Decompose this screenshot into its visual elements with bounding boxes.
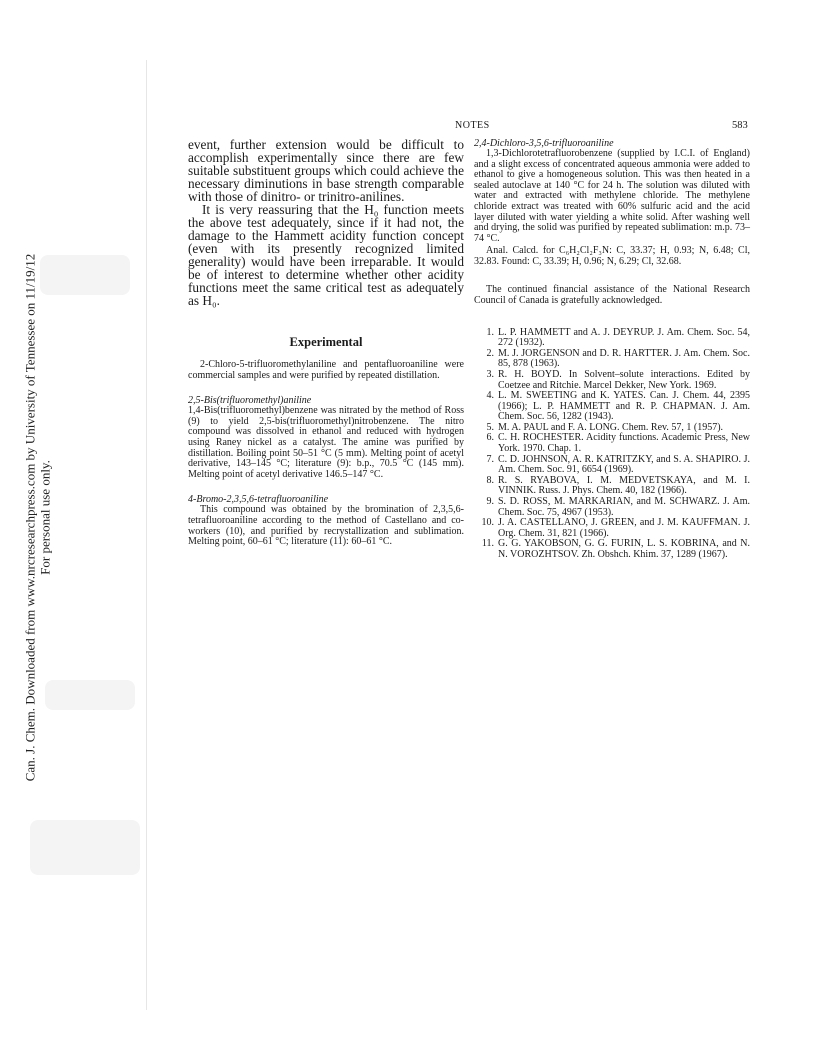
acknowledgement-text: The continued financial assistance of the National Research Council of Canada is gratefully acknowledged. — [474, 283, 750, 306]
reference-number: 9. — [486, 496, 494, 508]
subsection-heading: 4-Bromo-2,3,5,6-tetrafluoroaniline — [188, 494, 329, 506]
reference-text: R. S. RYABOVA, I. M. MEDVETSKAYA, and M. I. VINNIK. Russ. J. Phys. Chem. 40, 182 (1966). — [498, 474, 750, 497]
left-column — [188, 138, 464, 548]
running-header: NOTES — [455, 120, 490, 131]
watermark-line-2: For personal use only. — [37, 460, 53, 575]
scan-smudge — [30, 820, 140, 875]
reference-text: J. A. CASTELLANO, J. GREEN, and J. M. KAUFFMAN. J. Org. Chem. 31, 821 (1966). — [498, 517, 750, 539]
subsection-text — [188, 505, 464, 547]
reference-item — [474, 349, 750, 370]
reference-item — [474, 518, 750, 539]
section-heading-experimental: Experimental — [289, 335, 363, 349]
reference-number: 11. — [481, 538, 494, 550]
reference-item — [474, 433, 750, 454]
subsection-heading: 2,4-Dichloro-3,5,6-trifluoroaniline — [474, 138, 614, 149]
subsection-text-body: This compound was obtained by the bromination of 2,3,5,6-tetrafluoroaniline according to the method of Castellano and co-workers (10), and purified by recrystallization and sublimation. Melting point, 60–61 °C; literature (11): 60–61 °C. — [188, 504, 464, 548]
body-paragraph-text: It is very reassuring that the H₀ function meets the above test adequately, since if it had not, the damage to the Hammett acidity function concept (even with its presently recognized limited generality) would have been irreparable. It would be of interest to determine whether other acidity functions meet the same critical test as adequately as H₀. — [188, 202, 464, 308]
subsection-text: 1,4-Bis(trifluoromethyl)benzene was nitrated by the method of Ross (9) to yield 2,5-bis(trifluoromethyl)nitrobenzene. The nitro compound was dissolved in ethanol and reduced with hydrogen using Raney nickel as a catalyst. The amine was purified by distillation. Boiling point 50–51 °C (5 mm). Melting point of acetyl derivative, 143–145 °C; literature (9): b.p., 70.5 °C (145 mm). Melting point of acetyl derivative 146.5–147 °C. — [188, 405, 464, 480]
download-watermark — [0, 240, 53, 800]
right-column — [474, 138, 750, 561]
reference-number: 2. — [486, 347, 494, 359]
reference-item — [474, 539, 750, 560]
scan-smudge — [40, 255, 130, 295]
watermark-line-1: Can. J. Chem. Downloaded from www.nrcresearchpress.com by University of Tennessee on 11/19/12 — [22, 253, 38, 782]
reference-text: S. D. ROSS, M. MARKARIAN, and M. SCHWARZ. J. Am. Chem. Soc. 75, 4967 (1953). — [498, 496, 750, 518]
reference-text: L. M. SWEETING and K. YATES. Can. J. Chem. 44, 2395 (1966); L. P. HAMMETT and R. P. CHAPMAN. J. Am. Chem. Soc. 56, 1282 (1943). — [498, 390, 750, 423]
reference-number: 3. — [486, 368, 494, 380]
elemental-analysis-text: Anal. Calcd. for C₆H₂Cl₂F₃N: C, 33.37; H, 0.93; N, 6.48; Cl, 32.83. Found: C, 33.39; H, 0.96; N, 6.29; Cl, 32.68. — [474, 245, 750, 267]
elemental-analysis — [474, 246, 750, 267]
reference-text: M. J. JORGENSON and D. R. HARTTER. J. Am. Chem. Soc. 85, 878 (1963). — [498, 347, 750, 370]
body-paragraph: event, further extension would be difficult to accomplish experimentally since there are few suitable substituent groups which could achieve the necessary diminutions in base strength comparable with those of dinitro- or trinitro-anilines. — [188, 137, 464, 204]
reference-number: 5. — [486, 421, 494, 433]
margin-rule — [146, 60, 147, 1010]
acknowledgement — [474, 284, 750, 306]
experimental-intro-text: 2-Chloro-5-trifluoromethylaniline and pentafluoroaniline were commercial samples and were purified by repeated distillation. — [188, 359, 464, 381]
reference-number: 7. — [486, 453, 494, 465]
reference-list — [474, 328, 750, 561]
subsection-text-body: 1,3-Dichlorotetrafluorobenzene (supplied by I.C.I. of England) and a slight excess of concentrated aqueous ammonia were added to ethanol to give a homogeneous solution. This was then heated in a sealed autoclave at 140 °C for 24 h. The solution was diluted with water and extracted with methylene chloride. The methylene chloride extract was treated with 60% sulfuric acid and the acid layer diluted with water yielding a white solid. After washing well and drying, the solid was purified by repeated sublimation: m.p. 73–74 °C. — [474, 148, 750, 244]
reference-text: R. H. BOYD. In Solvent–solute interactions. Edited by Coetzee and Ritchie. Marcel Dekker, New York. 1969. — [498, 368, 750, 391]
reference-text: C. H. ROCHESTER. Acidity functions. Academic Press, New York. 1970. Chap. 1. — [498, 432, 750, 455]
scan-smudge — [45, 680, 135, 710]
reference-number: 10. — [481, 517, 494, 529]
reference-number: 8. — [486, 474, 494, 486]
reference-text: G. G. YAKOBSON, G. G. FURIN, L. S. KOBRINA, and N. N. VOROZHTSOV. Zh. Obshch. Khim. 37, 1289 (1967). — [498, 538, 750, 560]
reference-item — [474, 391, 750, 423]
reference-item — [474, 476, 750, 497]
reference-text: C. D. JOHNSON, A. R. KATRITZKY, and S. A. SHAPIRO. J. Am. Chem. Soc. 91, 6654 (1969). — [498, 453, 750, 476]
reference-text: M. A. PAUL and F. A. LONG. Chem. Rev. 57, 1 (1957). — [498, 421, 724, 433]
reference-number: 4. — [486, 390, 494, 402]
reference-number: 1. — [486, 326, 494, 338]
subsection-heading: 2,5-Bis(trifluoromethyl)aniline — [188, 395, 312, 407]
body-paragraph — [188, 203, 464, 307]
reference-text: L. P. HAMMETT and A. J. DEYRUP. J. Am. Chem. Soc. 54, 272 (1932). — [498, 326, 750, 349]
experimental-intro — [188, 360, 464, 381]
reference-item — [474, 370, 750, 391]
reference-item — [474, 328, 750, 349]
reference-item — [474, 455, 750, 476]
reference-item — [474, 497, 750, 518]
page-number: 583 — [732, 120, 748, 131]
subsection-text — [474, 149, 750, 244]
reference-number: 6. — [486, 432, 494, 444]
